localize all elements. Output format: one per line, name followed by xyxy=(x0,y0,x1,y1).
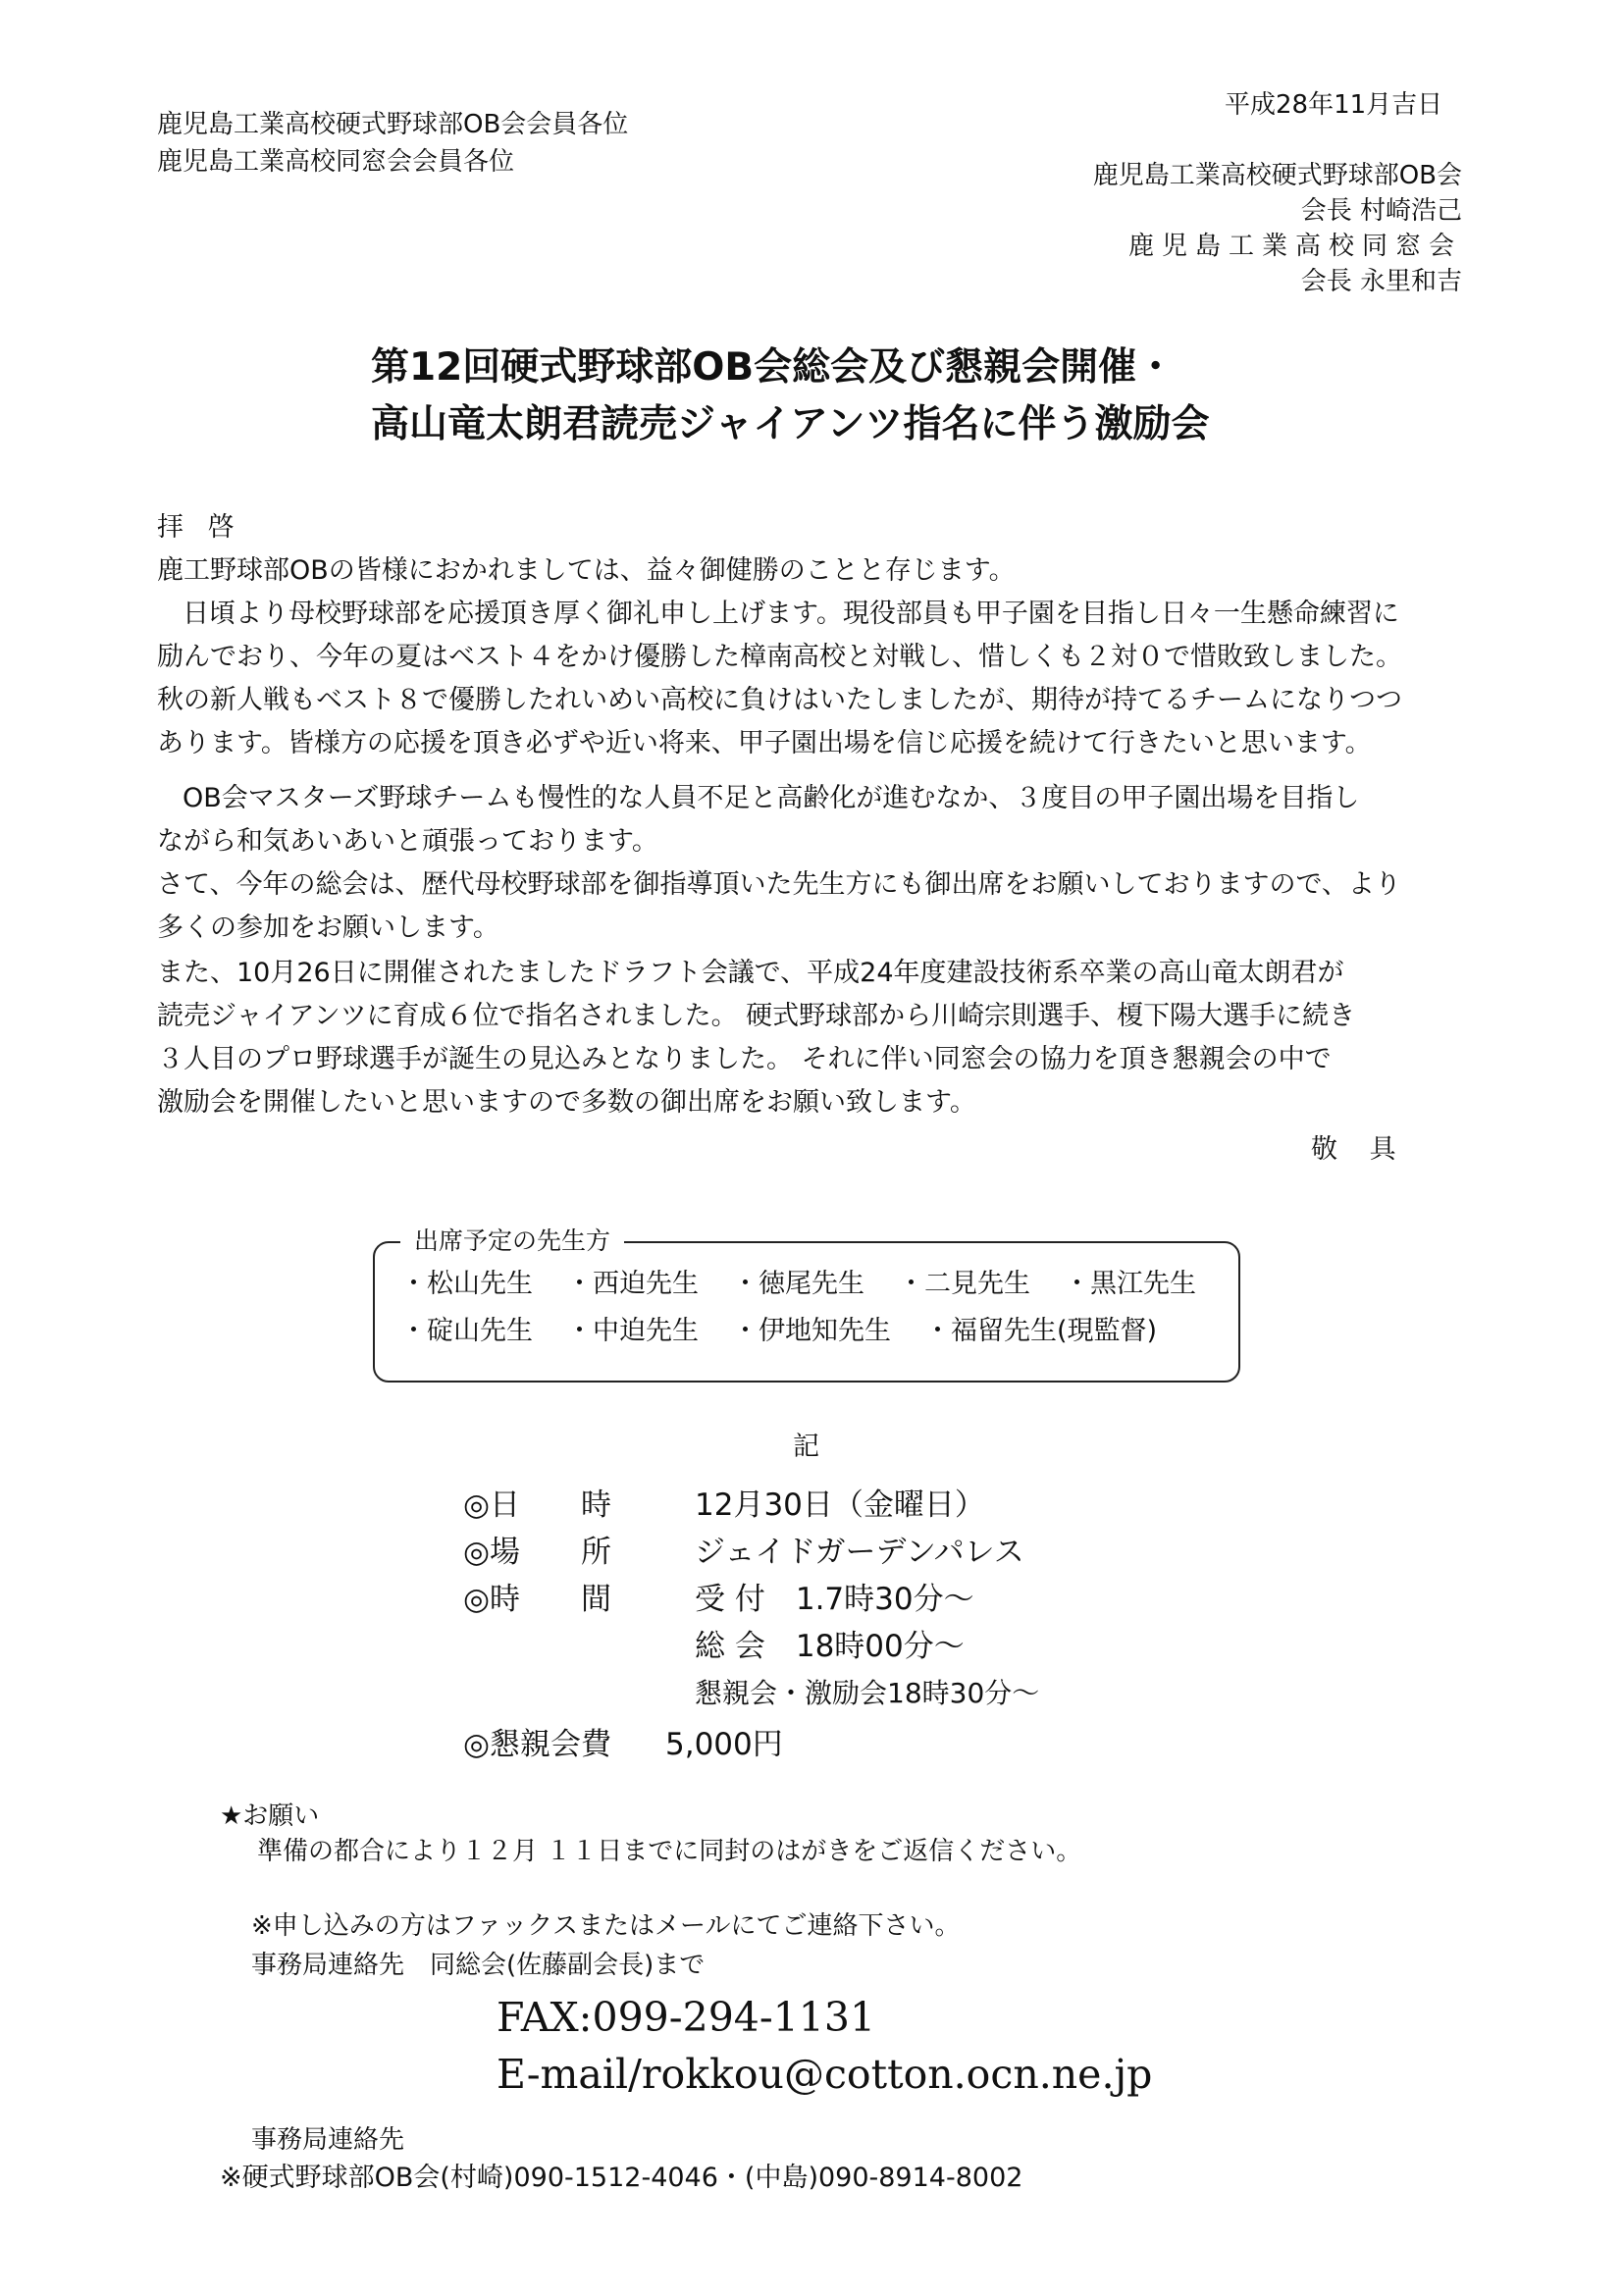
letter-line: OB会マスターズ野球チームも慢性的な人員不足と高齢化が進むなか、３度目の甲子園出場を目指し xyxy=(183,783,1360,813)
contact-note: ※申し込みの方はファックスまたはメールにてご連絡下さい。 xyxy=(251,1911,961,1941)
event-time-label: ◎時 間 xyxy=(463,1582,612,1617)
request-text: 準備の都合により１２月 １１日までに同封のはがきをご返信ください。 xyxy=(257,1837,1082,1866)
attending-teachers-heading: 出席予定の先生方 xyxy=(400,1224,624,1259)
letter-line: 鹿工野球部OBの皆様におかれましては、益々御健勝のことと存じます。 xyxy=(157,555,1016,586)
letter-line: あります。皆様方の応援を頂き必ずや近い将来、甲子園出場を信じ応援を続けて行きたいと思います。 xyxy=(157,728,1372,758)
sender-ob-association: 鹿児島工業高校硬式野球部OB会 xyxy=(1092,161,1462,190)
page-title-line2: 高山竜太朗君読売ジャイアンツ指名に伴う激励会 xyxy=(371,402,1210,446)
sender-alumni-president: 会長 永里和吉 xyxy=(1300,267,1462,296)
contact-phones: ※硬式野球部OB会(村崎)090-1512-4046・(中島)090-8914-8002 xyxy=(220,2163,1023,2193)
notice-mark: 記 xyxy=(793,1432,819,1462)
teachers-row-2 xyxy=(400,1312,1190,1351)
letter-line: 激励会を開催したいと思いますので多数の御出席をお願い致します。 xyxy=(157,1087,976,1118)
letter-line: 読売ジャイアンツに育成６位で指名されました。 硬式野球部から川崎宗則選手、榎下陽大選手に続き xyxy=(157,1001,1356,1031)
attending-teachers-box xyxy=(373,1226,1240,1383)
recipient-ob: 鹿児島工業高校硬式野球部OB会会員各位 xyxy=(157,110,629,139)
event-fee-value: 5,000円 xyxy=(665,1727,783,1762)
teacher-name: ・松山先生 xyxy=(400,1269,533,1299)
event-place-value: ジェイドガーデンパレス xyxy=(695,1535,1024,1570)
teacher-name: ・二見先生 xyxy=(898,1269,1030,1299)
contact-email: E-mail/rokkou@cotton.ocn.ne.jp xyxy=(497,2051,1153,2098)
contact-office-2: 事務局連絡先 xyxy=(251,2125,405,2155)
letter-date: 平成28年11月吉日 xyxy=(1225,90,1443,120)
event-fee-label: ◎懇親会費 xyxy=(463,1727,612,1762)
contact-fax: FAX:099-294-1131 xyxy=(497,1994,876,2041)
event-place-label: ◎場 所 xyxy=(463,1535,612,1570)
contact-office: 事務局連絡先 同総会(佐藤副会長)まで xyxy=(251,1951,706,1980)
teacher-name: ・徳尾先生 xyxy=(732,1269,864,1299)
event-time-general-meeting: 総 会 18時00分～ xyxy=(695,1629,965,1664)
recipient-alumni: 鹿児島工業高校同窓会会員各位 xyxy=(157,147,515,177)
greeting: 拝 啓 xyxy=(157,512,242,543)
letter-line: ３人目のプロ野球選手が誕生の見込みとなりました。 それに伴い同窓会の協力を頂き懇親会の中で xyxy=(157,1044,1332,1074)
teachers-row-1 xyxy=(400,1265,1230,1304)
page-title-line1: 第12回硬式野球部OB会総会及び懇親会開催・ xyxy=(371,345,1176,390)
letter-line: 多くの参加をお願いします。 xyxy=(157,913,499,943)
closing: 敬 具 xyxy=(1311,1134,1408,1165)
letter-line: 秋の新人戦もベスト８で優勝したれいめい高校に負けはいたしましたが、期待が持てるチームになりつつ xyxy=(157,685,1402,715)
letter-line: 日頃より母校野球部を応援頂き厚く御礼申し上げます。現役部員も甲子園を目指し日々一生懸命練習に xyxy=(183,599,1399,629)
letter-line: さて、今年の総会は、歴代母校野球部を御指導頂いた先生方にも御出席をお願いしておりますので、より xyxy=(157,869,1401,900)
event-date-value: 12月30日（金曜日） xyxy=(695,1487,985,1523)
teacher-name: ・伊地知先生 xyxy=(732,1316,891,1346)
event-date-label: ◎日 時 xyxy=(463,1487,612,1523)
teacher-name: ・中迫先生 xyxy=(566,1316,699,1346)
letter-line: また、10月26日に開催されたましたドラフト会議で、平成24年度建設技術系卒業の高山竜太朗君が xyxy=(157,958,1344,988)
letter-line: 励んでおり、今年の夏はベスト４をかけ優勝した樟南高校と対戦し、惜しくも２対０で惜敗致しました。 xyxy=(157,642,1402,672)
request-heading: ★お願い xyxy=(220,1801,320,1831)
event-time-party: 懇親会・激励会18時30分～ xyxy=(695,1677,1040,1709)
event-time-reception: 受 付 1.7時30分～ xyxy=(695,1582,974,1617)
teacher-name: ・黒江先生 xyxy=(1064,1269,1196,1299)
teacher-name: ・西迫先生 xyxy=(566,1269,699,1299)
teacher-name: ・碇山先生 xyxy=(400,1316,533,1346)
sender-alumni-association: 鹿児島工業高校同窓会 xyxy=(1127,232,1462,261)
sender-ob-president: 会長 村崎浩己 xyxy=(1300,196,1462,226)
letter-line: ながら和気あいあいと頑張っております。 xyxy=(157,826,658,857)
teacher-name: ・福留先生(現監督) xyxy=(924,1316,1158,1346)
